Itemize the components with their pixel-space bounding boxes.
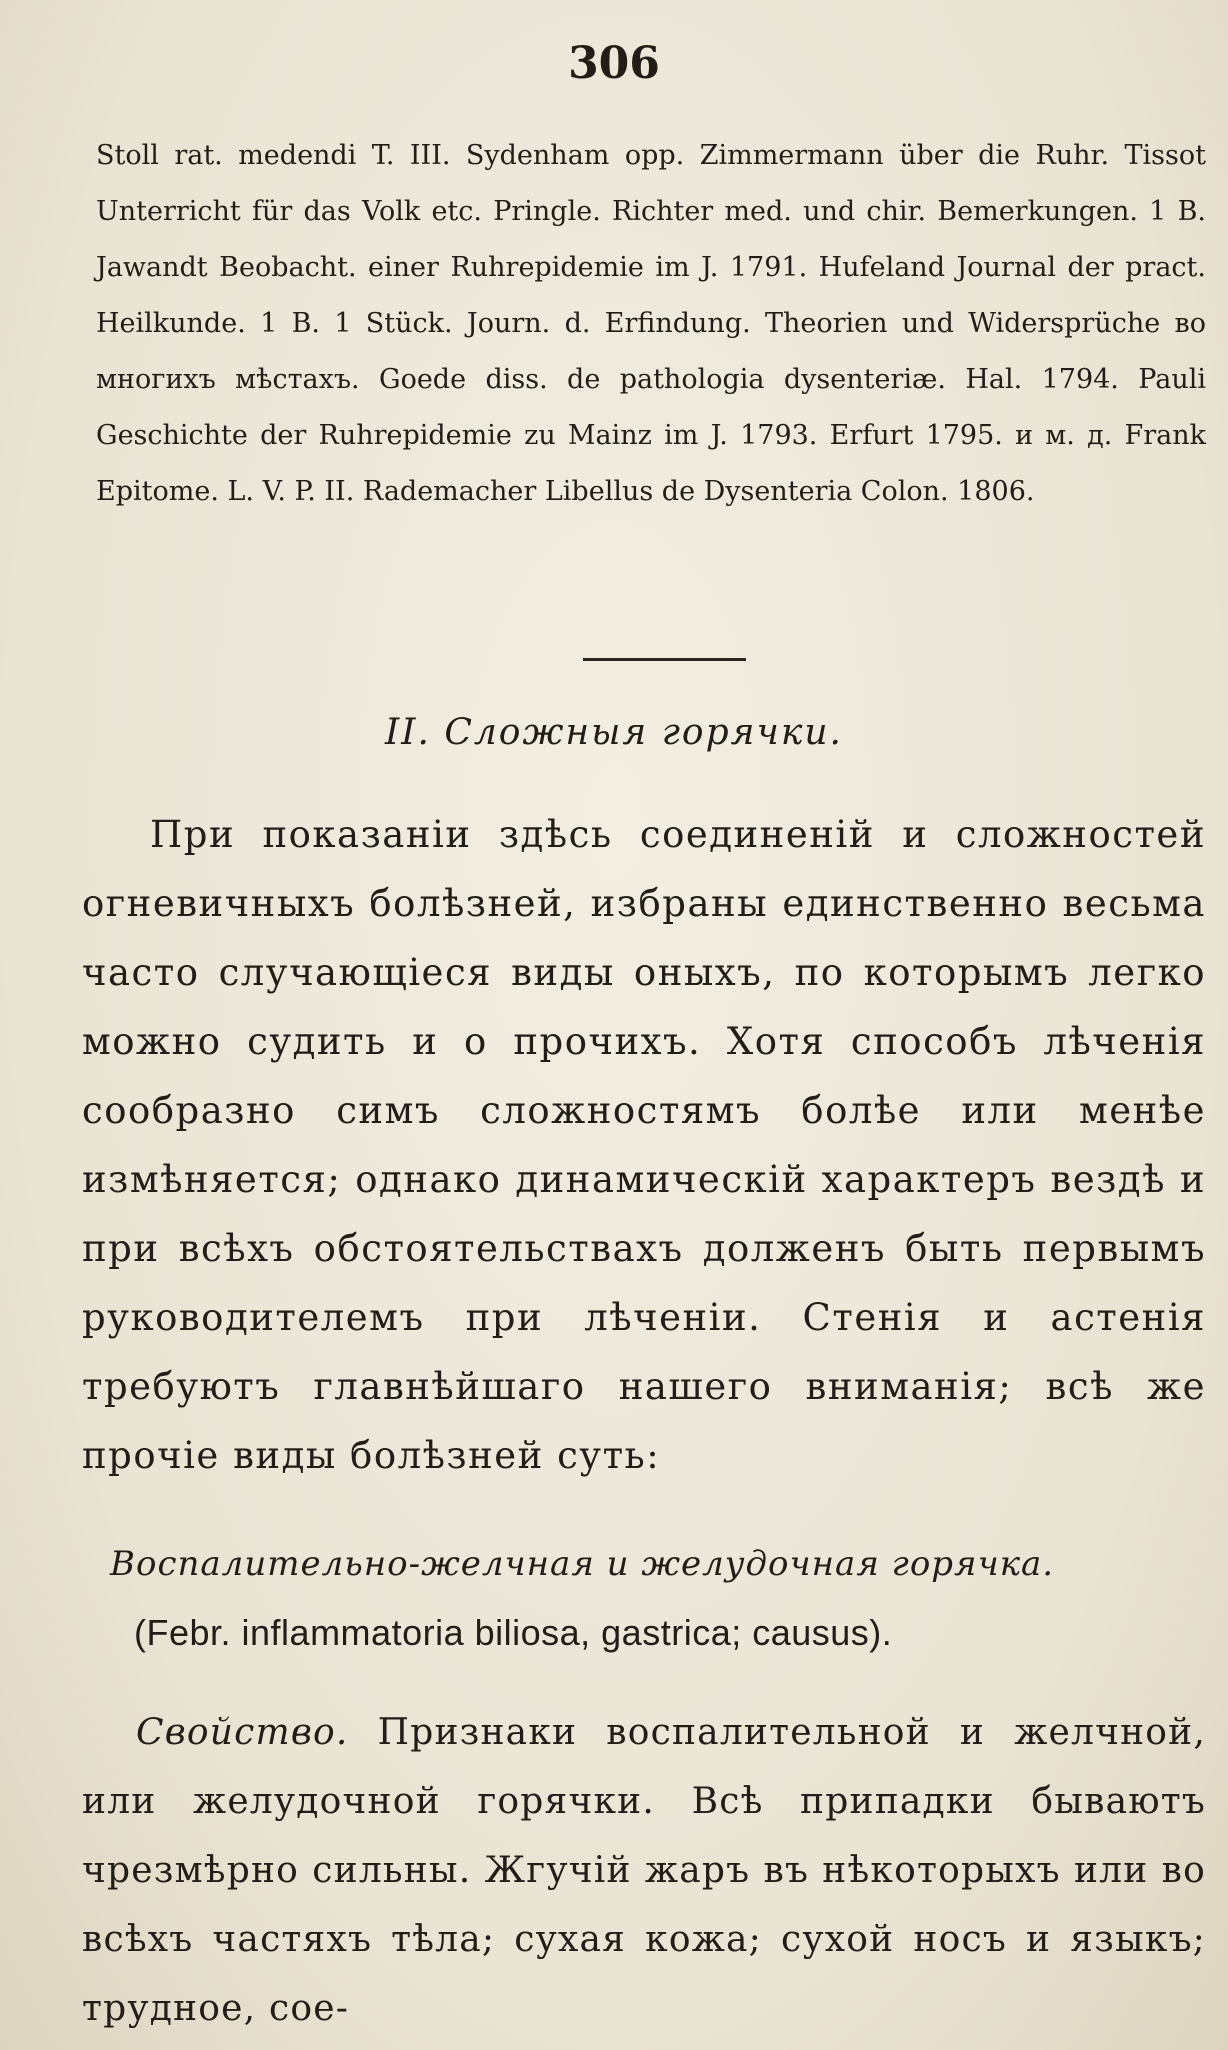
fever-subheading: Воспалительно-желчная и желудочная горячка. — [110, 1544, 1055, 1584]
property-label: Свойство. — [136, 1712, 349, 1753]
section-divider — [583, 658, 746, 661]
section-title: II. Сложныя горячки. — [385, 712, 843, 753]
latin-name: (Febr. inflammatoria biliosa, gastrica; causus). — [134, 1612, 893, 1653]
intro-paragraph-block — [82, 800, 1206, 1490]
intro-paragraph: При показаніи здѣсь соединеній и сложностей огневичныхъ болѣзней, избраны единственно весьма часто случающіеся виды оныхъ, по которымъ легко можно судить и о прочихъ. Хотя способъ лѣченія сообразно симъ сложностямъ болѣе или менѣе измѣняется; однако динамическій характеръ вездѣ и при всѣхъ обстоятельствахъ долженъ быть первымъ руководителемъ при лѣченіи. Стенія и астенія требуютъ главнѣйшаго нашего вниманія; всѣ же прочіе виды болѣзней суть: — [82, 813, 1206, 1477]
references-text: Stoll rat. medendi T. III. Sydenham opp. Zimmermann über die Ruhr. Tissot Unterricht für das Volk etc. Pringle. Richter med. und chir. Bemerkungen. 1 B. Jawandt Beobacht. einer Ruhrepidemie im J. 1791. Hufeland Journal der pract. Heilkunde. 1 B. 1 Stück. Journ. d. Erfindung. Theorien und Widersprüche во многихъ мѣстахъ. Goede diss. de pathologia dysenteriæ. Hal. 1794. Pauli Geschichte der Ruhrepidemie zu Mainz im J. 1793. Erfurt 1795. и м. д. Frank Epitome. L. V. P. II. Rademacher Libellus de Dysenteria Colon. 1806. — [96, 140, 1206, 507]
property-paragraph-block — [82, 1698, 1206, 2043]
property-text: Признаки воспалительной и желчной, или желудочной горячки. Всѣ припадки бываютъ чрезмѣрно сильны. Жгучій жаръ въ нѣкоторыхъ или во всѣхъ частяхъ тѣла; сухая кожа; сухой носъ и языкъ; трудное, сое- — [82, 1712, 1206, 2029]
property-paragraph — [82, 1698, 1206, 2043]
references-block — [96, 128, 1206, 520]
page-number: 306 — [568, 38, 660, 89]
